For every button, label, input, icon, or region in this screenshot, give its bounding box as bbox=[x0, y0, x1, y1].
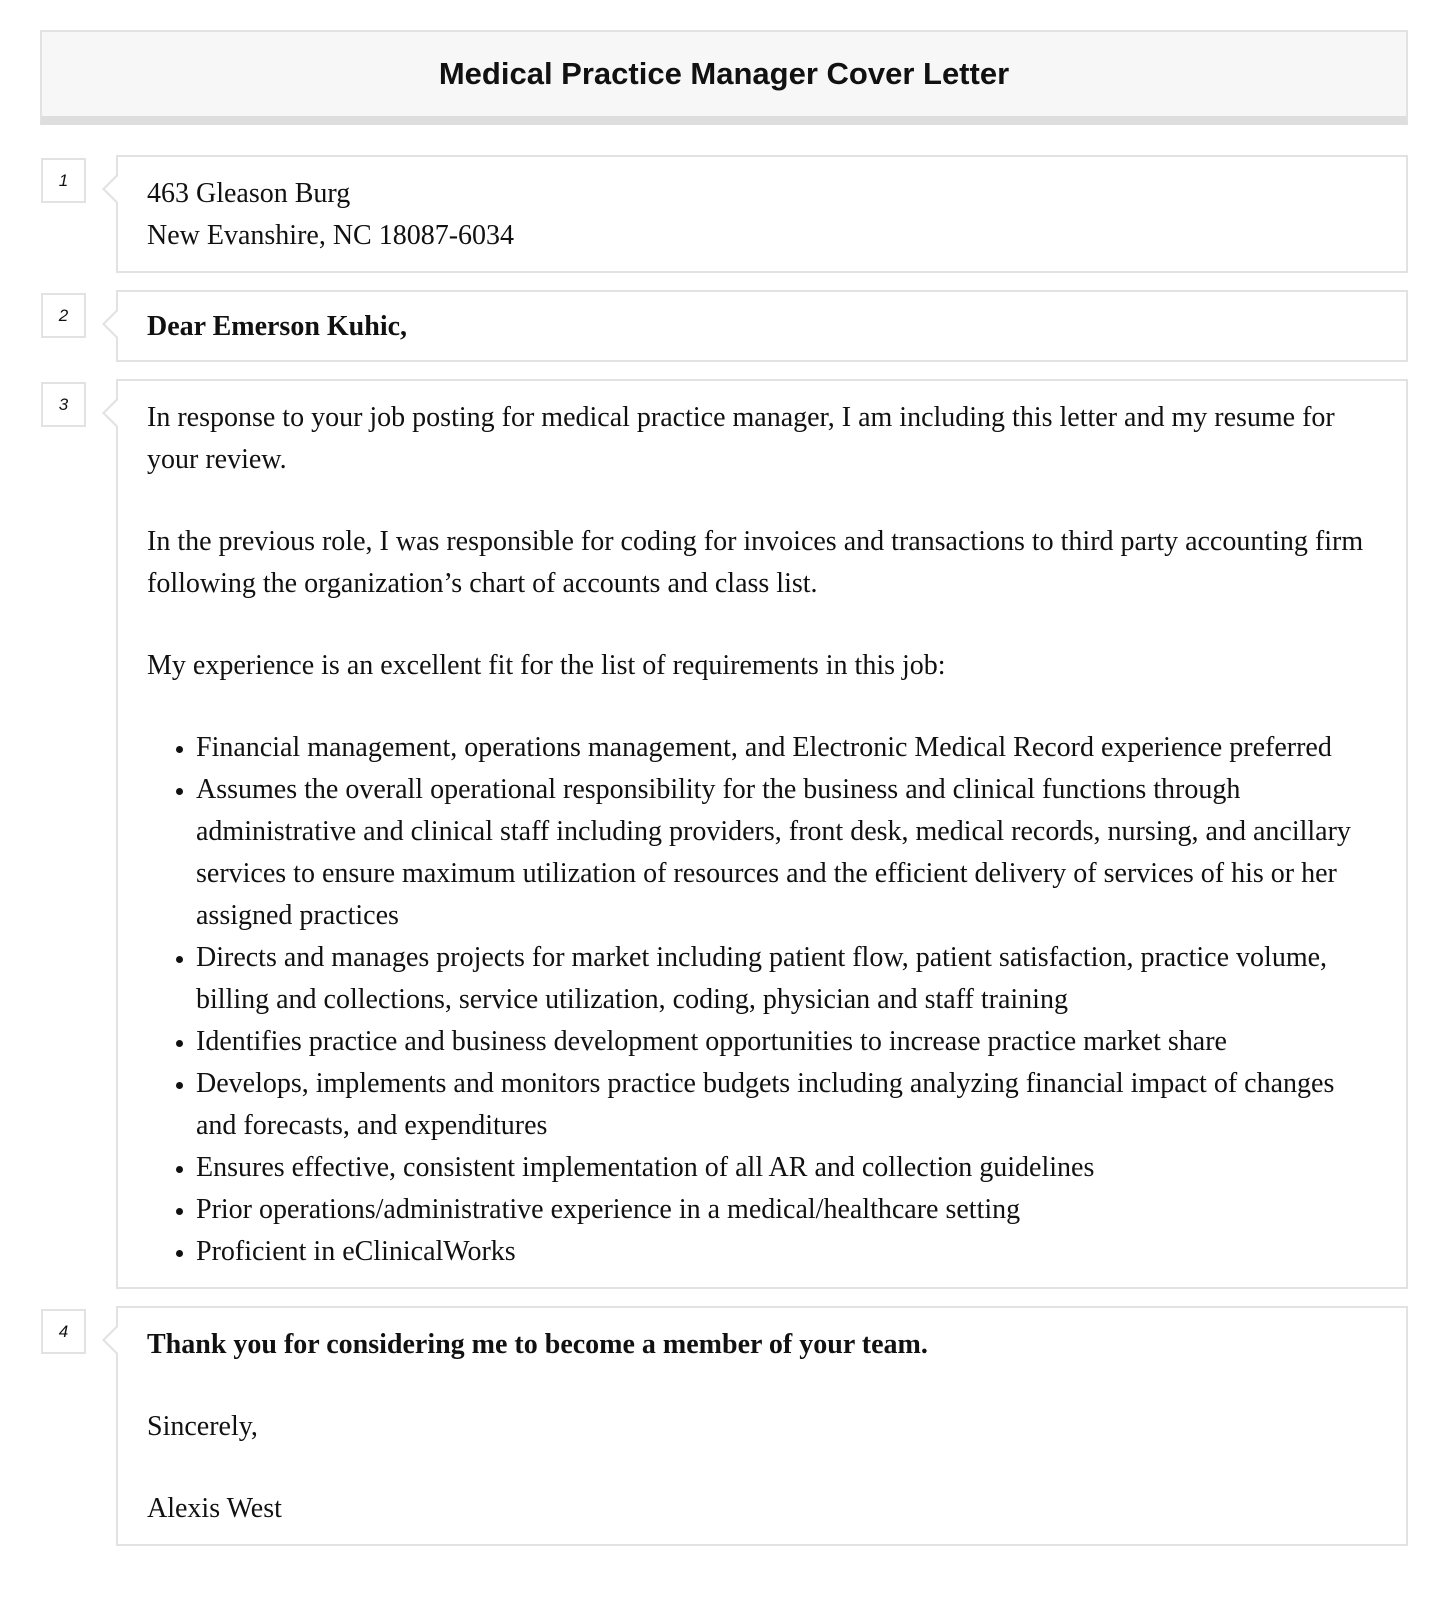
list-item: • Ensures effective, consistent implementation of all AR and collection guidelines bbox=[196, 1147, 1378, 1189]
section-number-1: 1 bbox=[41, 158, 86, 203]
address-line-1: 463 Gleason Burg bbox=[147, 178, 351, 209]
list-item: • Assumes the overall operational responsibility for the business and clinical functions through administrative and clinical staff including providers, front desk, medical records, nursing, and ancillary services to ensure maximum utilization of resources and the efficient delivery of services of his or her assigned practices bbox=[196, 769, 1378, 937]
page-title: Medical Practice Manager Cover Letter bbox=[438, 56, 1010, 91]
list-item: • Proficient in eClinicalWorks bbox=[196, 1231, 1378, 1273]
address-card bbox=[116, 155, 1408, 273]
list-item: • Financial management, operations management, and Electronic Medical Record experience preferred bbox=[196, 727, 1378, 769]
section-greeting bbox=[40, 290, 1408, 362]
address-line-2: New Evanshire, NC 18087-6034 bbox=[147, 220, 515, 251]
body-paragraph-1: In response to your job posting for medical practice manager, I am including this letter and my resume for your review. bbox=[147, 402, 1335, 475]
list-item: • Prior operations/administrative experience in a medical/healthcare setting bbox=[196, 1189, 1378, 1231]
section-number-4: 4 bbox=[41, 1309, 86, 1354]
section-body bbox=[40, 379, 1408, 1289]
section-address bbox=[40, 155, 1408, 273]
list-item: • Directs and manages projects for market including patient flow, patient satisfaction, practice volume, billing and collections, service utilization, coding, physician and staff training bbox=[196, 937, 1378, 1021]
section-number-3: 3 bbox=[41, 382, 86, 427]
body-paragraph-3: My experience is an excellent fit for the list of requirements in this job: bbox=[147, 650, 946, 681]
cover-letter-page bbox=[40, 30, 1408, 1546]
list-item: • Identifies practice and business development opportunities to increase practice market share bbox=[196, 1021, 1378, 1063]
closing-signoff: Sincerely, bbox=[147, 1411, 258, 1442]
closing-card bbox=[116, 1306, 1408, 1546]
body-card bbox=[116, 379, 1408, 1289]
title-bar bbox=[40, 30, 1408, 125]
section-number-2: 2 bbox=[41, 293, 86, 338]
salutation: Dear Emerson Kuhic, bbox=[147, 311, 408, 342]
section-closing bbox=[40, 1306, 1408, 1546]
signature-name: Alexis West bbox=[147, 1493, 282, 1524]
greeting-card bbox=[116, 290, 1408, 362]
requirements-list bbox=[147, 727, 1378, 1273]
list-item: • Develops, implements and monitors practice budgets including analyzing financial impact of changes and forecasts, and expenditures bbox=[196, 1063, 1378, 1147]
closing-thanks: Thank you for considering me to become a member of your team. bbox=[147, 1329, 928, 1360]
body-paragraph-2: In the previous role, I was responsible for coding for invoices and transactions to third party accounting firm following the organization’s chart of accounts and class list. bbox=[147, 526, 1364, 599]
